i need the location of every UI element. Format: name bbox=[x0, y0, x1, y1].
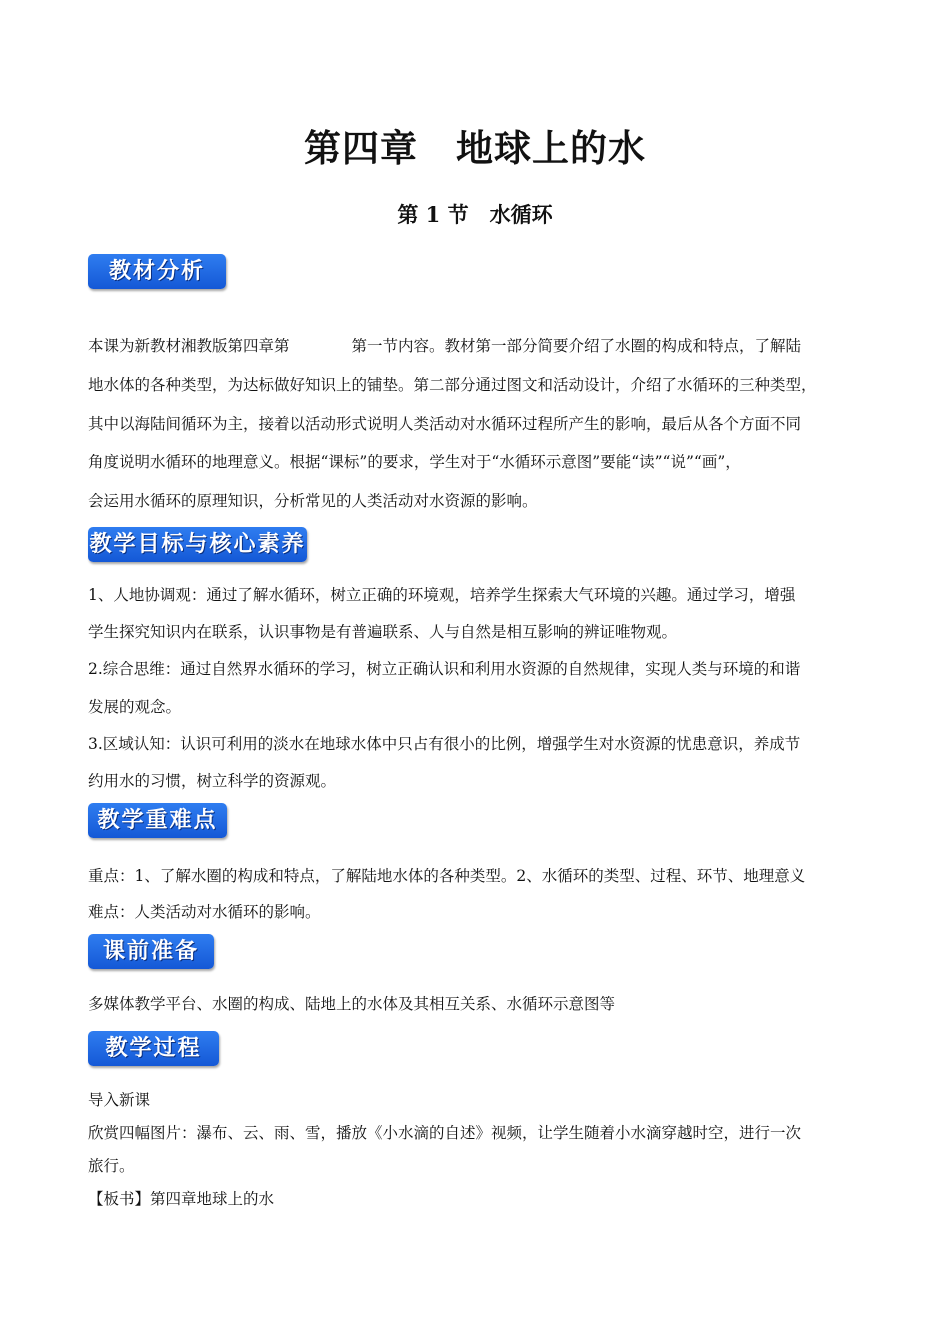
preparation-line-1: 多媒体教学平台、水圈的构成、陆地上的水体及其相互关系、水循环示意图等 bbox=[88, 995, 616, 1013]
key-points-badge-label: 教学重难点 bbox=[97, 808, 218, 833]
process-line-3: 旅行。 bbox=[88, 1157, 135, 1175]
analysis-text-1b: 第一节内容。教材第一部分简要介绍了水圈的构成和特点，了解陆 bbox=[351, 337, 802, 355]
key-points-line-1: 重点：1、了解水圈的构成和特点，了解陆地水体的各种类型。2、水循环的类型、过程、环节、地理意义 bbox=[88, 867, 806, 885]
analysis-line-1 bbox=[88, 327, 868, 366]
objectives-line-1: 1、人地协调观：通过了解水循环，树立正确的环境观，培养学生探索大气环境的兴趣。通过学习，增强 bbox=[88, 586, 796, 604]
objectives-badge-label: 教学目标与核心素养 bbox=[89, 532, 306, 557]
analysis-text-1a: 本课为新教材湘教版第四章第 bbox=[88, 337, 290, 355]
process-badge-label: 教学过程 bbox=[105, 1036, 202, 1061]
objectives-line-2: 学生探究知识内在联系，认识事物是有普遍联系、人与自然是相互影响的辨证唯物观。 bbox=[88, 623, 678, 642]
analysis-paragraph bbox=[88, 327, 868, 521]
analysis-line-5: 会运用水循环的原理知识，分析常见的人类活动对水资源的影响。 bbox=[88, 492, 538, 511]
objectives-line-5: 3.区域认知：认识可利用的淡水在地球水体中只占有很小的比例，增强学生对水资源的忧患意识，养成节 bbox=[88, 734, 801, 753]
preparation-badge bbox=[88, 934, 214, 969]
analysis-line-4: 角度说明水循环的地理意义。根据“课标”的要求，学生对于“水循环示意图”要能“读”“说”“画”， bbox=[88, 453, 741, 472]
key-points-paragraph bbox=[88, 858, 868, 930]
process-line-1: 导入新课 bbox=[88, 1091, 151, 1109]
process-badge bbox=[88, 1031, 219, 1066]
objectives-line-4: 发展的观念。 bbox=[88, 697, 182, 716]
process-line-4: 【板书】第四章地球上的水 bbox=[88, 1190, 275, 1208]
chapter-title: 第四章 地球上的水 bbox=[304, 127, 646, 170]
key-points-badge bbox=[88, 803, 227, 838]
objectives-line-3: 2.综合思维：通过自然界水循环的学习，树立正确认识和利用水资源的自然规律，实现人类与环境的和谐 bbox=[88, 660, 801, 679]
objectives-badge bbox=[88, 527, 307, 562]
analysis-line-2: 地水体的各种类型，为达标做好知识上的铺垫。第二部分通过图文和活动设计，介绍了水循环的三种类型， bbox=[88, 375, 817, 394]
objectives-line-6: 约用水的习惯，树立科学的资源观。 bbox=[88, 772, 337, 791]
preparation-badge-label: 课前准备 bbox=[102, 939, 199, 964]
analysis-badge bbox=[88, 254, 226, 289]
objectives-paragraph bbox=[88, 577, 868, 800]
analysis-line-3: 其中以海陆间循环为主，接着以活动形式说明人类活动对水循环过程所产生的影响，最后从各个方面不同 bbox=[88, 414, 802, 433]
section-title: 第 1 节 水循环 bbox=[397, 202, 553, 227]
key-points-line-2: 难点：人类活动对水循环的影响。 bbox=[88, 903, 321, 921]
process-line-2: 欣赏四幅图片：瀑布、云、雨、雪，播放《小水滴的自述》视频，让学生随着小水滴穿越时空，进行一次 bbox=[88, 1124, 802, 1142]
process-paragraph bbox=[88, 1084, 868, 1216]
preparation-paragraph bbox=[88, 989, 868, 1019]
analysis-badge-label: 教材分析 bbox=[108, 259, 205, 284]
